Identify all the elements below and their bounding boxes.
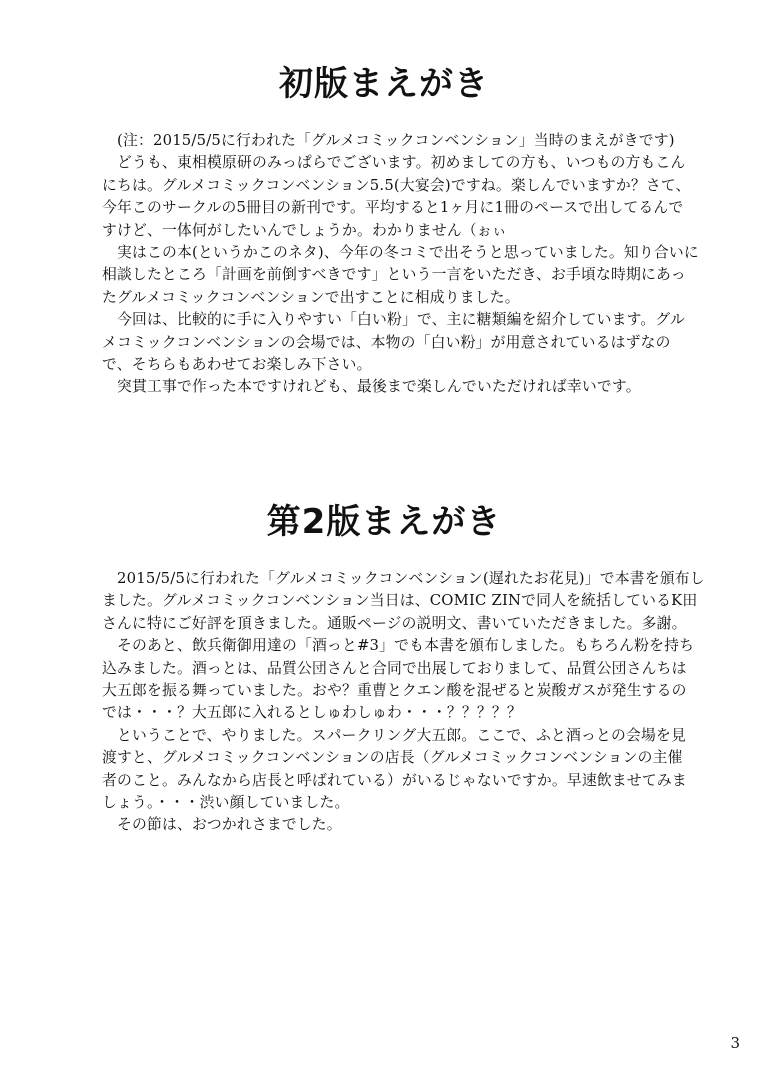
text-line: その節は、おつかれさまでした。 (102, 816, 342, 834)
text-line: では・・・？大五郎に入れるとしゅわしゅわ・・・？？？？？ (102, 704, 522, 722)
text-line: そのあと、飲兵衛御用達の「酒っと#3」でも本書を頒布しました。もちろん粉を持ち (102, 637, 695, 655)
second-edition-preface-body (102, 568, 705, 837)
text-line: 相談したところ「計画を前倒すべきです」という一言をいただき、お手頃な時期にあっ (102, 266, 686, 284)
text-line: たグルメコミックコンベンションで出すことに相成りました。 (102, 288, 520, 306)
text-line: すけど、一体何がしたいんでしょうか。わかりません（ぉぃ (102, 221, 507, 239)
text-line: どうも、東相模原研のみっぱらでございます。初めましての方も、いつもの方もこん (102, 154, 686, 172)
text-line: 今年このサークルの5冊目の新刊です。平均すると1ヶ月に1冊のペースで出してるんで (102, 199, 684, 217)
text-line: 渡すと、グルメコミックコンベンションの店長（グルメコミックコンベンションの主催 (102, 749, 683, 767)
text-line: 2015/5/5に行われた「グルメコミックコンベンション(遅れたお花見)」で本書を頒布し (102, 570, 705, 587)
text-line: にちは。グルメコミックコンベンション5.5(大宴会)ですね。楽しんでいますか？さて、 (102, 176, 691, 194)
text-line: ということで、やりました。スパークリング大五郎。ここで、ふと酒っとの会場を見 (102, 726, 686, 744)
text-line: 実はこの本(というかこのネタ)、今年の冬コミで出そうと思っていました。知り合いに (102, 243, 699, 261)
first-edition-preface-body (102, 130, 699, 399)
text-line: さんに特にご好評を頂きました。通販ページの説明文、書いていただきました。多謝。 (102, 614, 687, 632)
text-line: 突貫工事で作った本ですけれども、最後まで楽しんでいただければ幸いです。 (102, 378, 641, 396)
text-line: で、そちらもあわせてお楽しみ下さい。 (102, 355, 372, 373)
text-line: (注：2015/5/5に行われた「グルメコミックコンベンション」当時のまえがきです) (102, 132, 675, 149)
text-line: 者のこと。みんなから店長と呼ばれている）がいるじゃないですか。早速飲ませてみま (102, 771, 687, 789)
text-line: ました。グルメコミックコンベンション当日は、COMIC ZINで同人を統括しているK田 (102, 592, 698, 610)
text-line: 大五郎を振る舞っていました。おや？重曹とクエン酸を混ぜると炭酸ガスが発生するの (102, 681, 687, 699)
page-number: 3 (730, 1034, 740, 1052)
text-line: しょう。・・・渋い顔していました。 (102, 793, 350, 811)
heading-first-edition-preface: 初版まえがき (279, 64, 489, 104)
text-line: 今回は、比較的に手に入りやすい「白い粉」で、主に糖類編を紹介しています。グル (102, 311, 685, 329)
heading-second-edition-preface: 第2版まえがき (266, 502, 502, 542)
text-line: メコミックコンベンションの会場では、本物の「白い粉」が用意されているはずなの (102, 333, 671, 351)
text-line: 込みました。酒っとは、品質公団さんと合同で出展しておりまして、品質公団さんちは (102, 659, 687, 677)
